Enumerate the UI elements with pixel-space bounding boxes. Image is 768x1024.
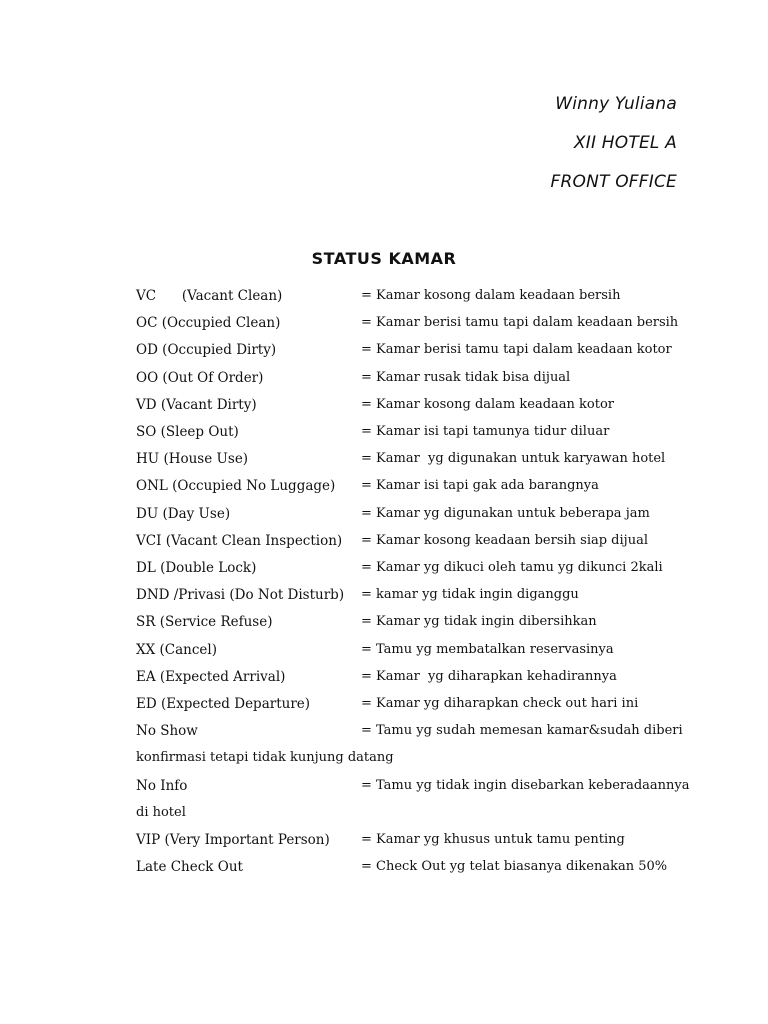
list-item-definition: = Kamar yg tidak ingin dibersihkan — [361, 614, 597, 630]
list-item-definition: = Kamar isi tapi gak ada barangnya — [361, 478, 599, 494]
list-item-definition: = Kamar berisi tamu tapi dalam keadaan kotor — [361, 342, 672, 358]
list-item-definition: = kamar yg tidak ingin diganggu — [361, 587, 579, 603]
list-item-term: HU (House Use) — [136, 451, 249, 468]
list-item-term: DL (Double Lock) — [136, 560, 257, 576]
list-item-term: OD (Occupied Dirty) — [136, 342, 277, 359]
list-item-term: VC (Vacant Clean) — [136, 288, 283, 304]
list-item-definition: = Kamar isi tapi tamunya tidur diluar — [361, 424, 610, 439]
list-item-definition: = Kamar yg khusus untuk tamu penting — [361, 832, 625, 847]
list-item-term: OC (Occupied Clean) — [136, 315, 281, 332]
list-item-term: VD (Vacant Dirty) — [136, 396, 257, 413]
list-item-term: VIP (Very Important Person) — [136, 832, 330, 848]
list-item-definition: = Kamar yg digunakan untuk beberapa jam — [361, 505, 650, 521]
list-item-definition: = Kamar yg diharapkan check out hari ini — [361, 696, 639, 711]
list-item-definition: = Tamu yg sudah memesan kamar&sudah diberi — [361, 723, 683, 739]
list-item-term: Late Check Out — [136, 859, 243, 876]
list-item-definition: = Kamar yg dikuci oleh tamu yg dikunci 2kali — [361, 560, 663, 575]
list-item-term: EA (Expected Arrival) — [136, 668, 286, 685]
list-item-definition: = Kamar yg diharapkan kehadirannya — [361, 668, 617, 684]
list-item-term: OO (Out Of Order) — [136, 369, 264, 386]
list-item-term: SR (Service Refuse) — [136, 614, 273, 631]
list-item-definition: = Tamu yg membatalkan reservasinya — [361, 641, 614, 657]
list-item-term: ONL (Occupied No Luggage) — [136, 478, 336, 495]
list-item-continuation: konfirmasi tetapi tidak kunjung datang — [136, 750, 394, 766]
list-item-term: No Info — [136, 777, 188, 794]
list-item-definition: = Kamar rusak tidak bisa dijual — [361, 369, 571, 385]
list-item-definition: = Kamar kosong dalam keadaan kotor — [361, 396, 614, 412]
document-title: STATUS KAMAR — [311, 249, 457, 268]
list-item-term: SO (Sleep Out) — [136, 424, 239, 440]
list-item-term: DU (Day Use) — [136, 505, 231, 522]
list-item-definition: = Check Out yg telat biasanya dikenakan 50% — [361, 859, 668, 875]
list-item-term: XX (Cancel) — [136, 641, 217, 658]
list-item-term: ED (Expected Departure) — [136, 696, 311, 712]
department-name: FRONT OFFICE — [550, 172, 677, 192]
list-item-continuation: di hotel — [136, 804, 186, 820]
list-item-definition: = Tamu yg tidak ingin disebarkan keberadaannya — [361, 777, 690, 793]
list-item-term: DND /Privasi (Do Not Disturb) — [136, 587, 345, 604]
list-item-definition: = Kamar kosong dalam keadaan bersih — [361, 288, 621, 303]
author-name: Winny Yuliana — [555, 94, 677, 114]
class-name: XII HOTEL A — [573, 133, 677, 153]
list-item-term: No Show — [136, 723, 198, 740]
list-item-term: VCI (Vacant Clean Inspection) — [136, 532, 343, 549]
list-item-definition: = Kamar yg digunakan untuk karyawan hotel — [361, 451, 666, 467]
list-item-definition: = Kamar berisi tamu tapi dalam keadaan bersih — [361, 315, 679, 331]
list-item-definition: = Kamar kosong keadaan bersih siap dijual — [361, 532, 648, 548]
